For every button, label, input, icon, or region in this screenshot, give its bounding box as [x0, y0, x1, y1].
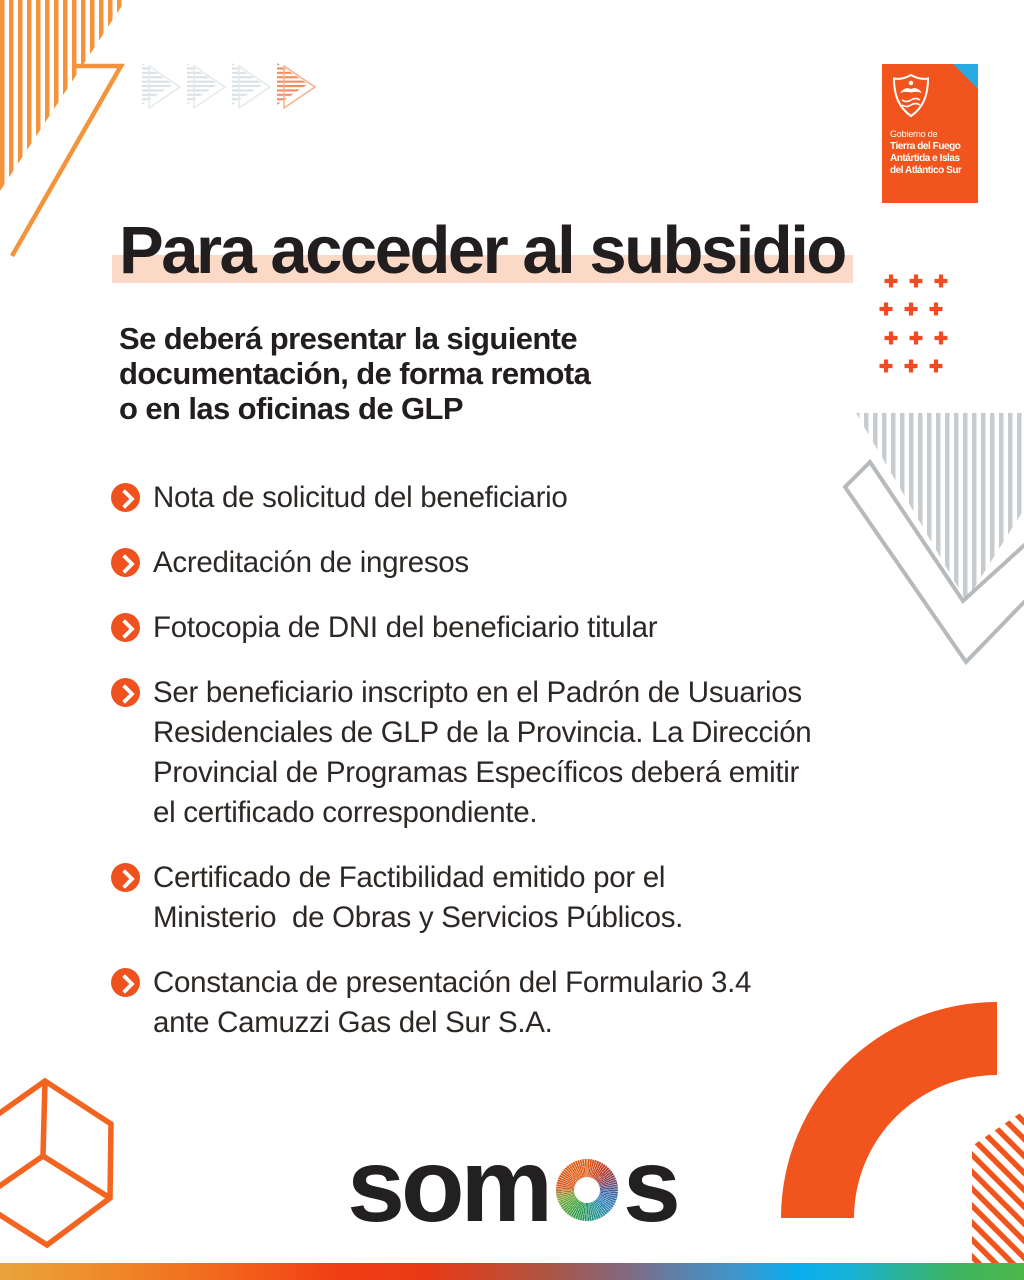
requirement-text — [153, 673, 811, 833]
requirement-line: ante Camuzzi Gas del Sur S.A. — [153, 1006, 553, 1039]
subtitle-line: Se deberá presentar la siguiente — [119, 321, 578, 356]
page-fold-icon — [953, 64, 978, 89]
requirement-text — [153, 858, 683, 938]
chevron-arrow-icon-orange — [277, 63, 315, 108]
requirement-text — [153, 543, 469, 583]
requirement-line: el certificado correspondiente. — [153, 796, 538, 829]
rainbow-bar — [0, 1263, 1024, 1280]
badge-line: Antártida e Islas — [890, 153, 960, 164]
requirement-text — [153, 478, 568, 518]
list-item — [111, 478, 911, 518]
requirement-line: Fotocopia de DNI del beneficiario titular — [153, 611, 658, 644]
badge-line: Tierra del Fuego — [890, 141, 961, 152]
requirement-line: Nota de solicitud del beneficiario — [153, 481, 568, 514]
coat-of-arms-icon — [890, 73, 932, 119]
somos-logo-left: som — [347, 1128, 549, 1244]
requirements-list — [111, 478, 911, 1068]
somos-logo-right: s — [623, 1128, 677, 1244]
requirement-line: Ministerio de Obras y Servicios Públicos. — [153, 901, 684, 934]
plus-grid — [880, 275, 948, 373]
chevron-bullet-icon — [111, 678, 140, 707]
chevron-arrow-icon — [187, 63, 225, 108]
list-item — [111, 858, 911, 938]
subtitle-line: o en las oficinas de GLP — [119, 391, 463, 426]
requirement-text — [153, 963, 751, 1043]
badge-preline: Gobierno de — [890, 129, 938, 139]
badge-line: del Atlántico Sur — [890, 165, 962, 176]
chevron-bullet-icon — [111, 968, 140, 997]
chevron-arrow-icon — [232, 63, 270, 108]
chevron-bullet-icon — [111, 548, 140, 577]
requirement-line: Certificado de Factibilidad emitido por el — [153, 861, 666, 894]
somos-ring-icon — [556, 1159, 618, 1221]
requirement-line: Ser beneficiario inscripto en el Padrón de Usuarios — [153, 676, 802, 709]
requirement-line: Constancia de presentación del Formulario 3.4 — [153, 966, 752, 999]
subtitle-line: documentación, de forma remota — [119, 356, 591, 391]
chevron-arrows-row — [142, 63, 315, 108]
list-item — [111, 543, 911, 583]
requirement-line: Residenciales de GLP de la Provincia. La Dirección — [153, 716, 812, 749]
chevron-bullet-icon — [111, 613, 140, 642]
badge-text — [890, 129, 961, 177]
government-badge — [882, 64, 978, 203]
subtitle — [119, 321, 590, 426]
list-item — [111, 963, 911, 1043]
chevron-bullet-icon — [111, 483, 140, 512]
requirement-line: Acreditación de ingresos — [153, 546, 469, 579]
chevron-arrow-icon — [142, 63, 180, 108]
chevron-bullet-icon — [111, 863, 140, 892]
page-title: Para acceder al subsidio — [119, 213, 845, 288]
list-item — [111, 608, 911, 648]
somos-logo — [0, 1128, 1024, 1244]
requirement-text — [153, 608, 657, 648]
list-item — [111, 673, 911, 833]
requirement-line: Provincial de Programas Específicos deberá emitir — [153, 756, 800, 789]
